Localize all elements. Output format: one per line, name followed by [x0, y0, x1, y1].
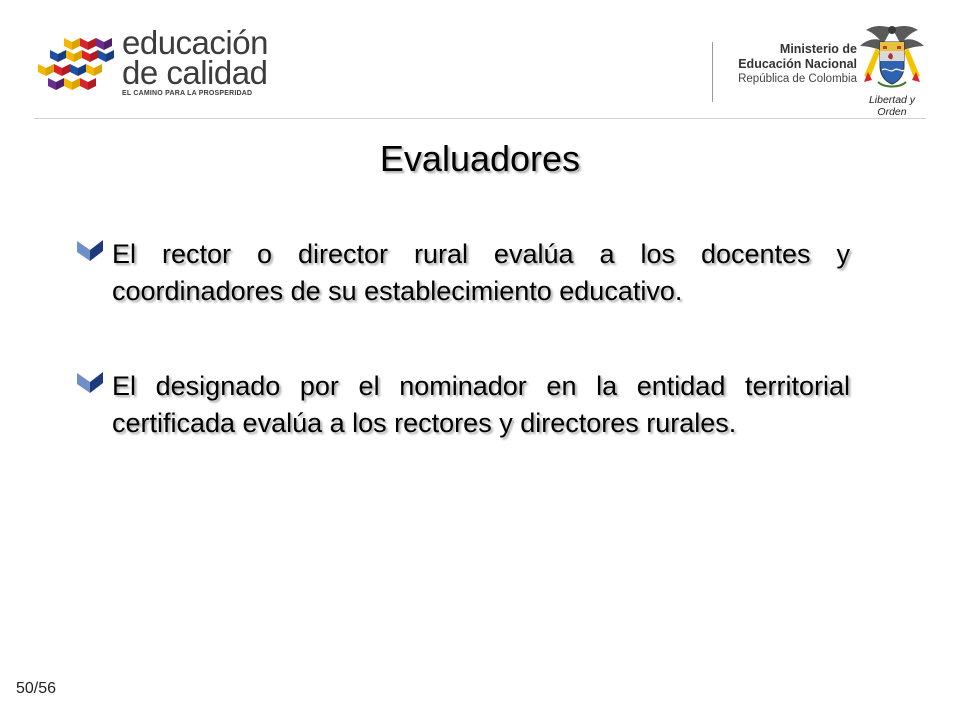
- brand-wordmark: [122, 24, 268, 97]
- slide-title: Evaluadores: [379, 138, 581, 179]
- ministry-block: [712, 42, 857, 102]
- ministry-line2: Educación Nacional: [738, 57, 857, 71]
- bullet-text: El rector o director rural evalúa a los docentes y coordinadores de su establecimiento educativo.: [112, 239, 850, 306]
- ministry-line1: Ministerio de: [779, 42, 857, 56]
- checkmark-book-icon: [76, 238, 104, 262]
- checkmark-book-icon: [76, 370, 104, 394]
- coat-of-arms-icon: [854, 22, 930, 92]
- brand-logo: [34, 24, 274, 102]
- bullet-text: El designado por el nominador en la entidad territorial certificada evalúa a los rectores y directores rurales.: [112, 371, 850, 438]
- ministry-line3: República de Colombia: [738, 73, 857, 85]
- colored-cubes-logo-icon: [34, 36, 118, 98]
- brand-line2: de calidad: [122, 54, 268, 91]
- header-divider: [34, 118, 926, 119]
- brand-line1: educación: [122, 24, 268, 61]
- page-number: 50/56: [16, 680, 57, 697]
- crest-motto: Libertad y Orden: [868, 94, 916, 118]
- brand-tagline: EL CAMINO PARA LA PROSPERIDAD: [122, 90, 253, 97]
